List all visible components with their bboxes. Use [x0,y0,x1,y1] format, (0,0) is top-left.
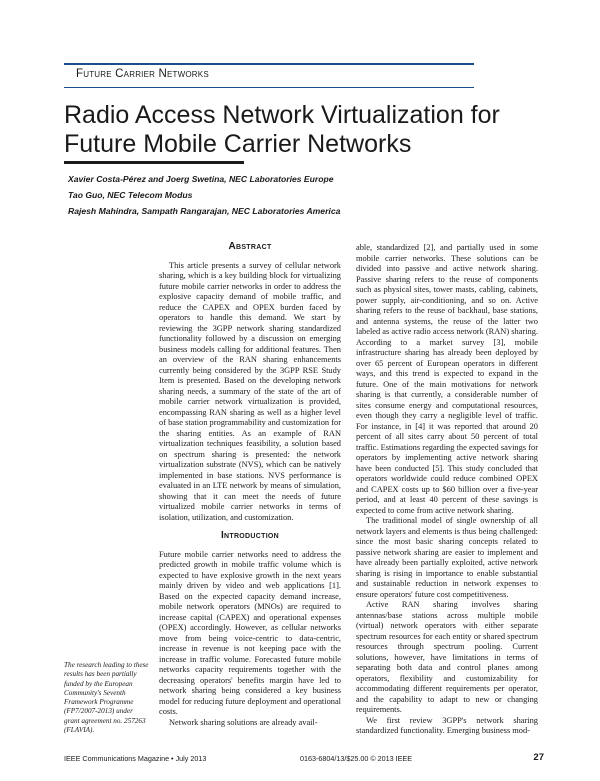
author-line: Xavier Costa-Pérez and Joerg Swetina, NEC Laboratories Europe [68,174,334,184]
intro-paragraph: We first review 3GPP's network sharing standardized functionality. Emerging business mod- [356,715,538,735]
intro-paragraph-start: Network sharing solutions are already avail- [169,717,318,727]
journal-info: IEEE Communications Magazine • July 2013 [64,754,207,763]
page-number: 27 [533,752,544,763]
abstract-heading: Abstract [228,241,272,252]
intro-paragraph: able, standardized [2], and partially used in some mobile carrier networks. These solutions can be divided into passive and active network sharing. Passive sharing refers to the reuse of components such as physical sites, tower masts, cabling, cabinets, power supply, air-conditioning, and so on. Active sharing refers to the reuse of backhaul, base stations, and antenna systems, the reuse of the latter two labeled as active radio access network (RAN) sharing. According to a market survey [3], mobile infrastructure sharing has already been deployed by over 65 percent of European operators in different ways, and this trend is expected to expand in the future. One of the main motivations for network sharing is that currently, a considerable number of sites consume energy and computational resources, even though they carry a negligible level of traffic. For instance, in [4] it was reported that around 20 percent of all sites carry about 50 percent of total traffic. Estimations regarding the expected savings for operators by implementing active network sharing have been conducted [5]. This study concluded that operators worldwide could reduce combined OPEX and CAPEX costs up to $60 billion over a five-year period, and at least 40 percent of these savings is expected to come from active network sharing. [356,243,538,515]
intro-paragraph: The traditional model of single ownership of all network layers and elements is thus being challenged: since the most basic sharing concepts related to passive network sharing are easier to implement and have already been partially exploited, active network sharing is rising in importance to enable substantial and sustainable reduction in network expenses to ensure operators' future cost competitiveness. [356,516,538,599]
right-column [356,243,538,737]
intro-paragraph: Active RAN sharing involves sharing antennas/base stations across multiple mobile (virtual) network operators with either separate spectrum resources for each entity or shared spectrum resources through spectrum pooling. Current solutions, however, have limitations in terms of separating both data and control planes among operators, flexibility and customizability for accommodating different requirements per operator, and the capability to adapt to new or changing requirements. [356,600,538,714]
copyright-info: 0163-6804/13/$25.00 © 2013 IEEE [300,754,412,763]
author-line: Tao Guo, NEC Telecom Modus [68,190,193,200]
article-title: Radio Access Network Virtualization for Future Mobile Carrier Networks [64,101,500,158]
intro-paragraph: Future mobile carrier networks need to address the predicted growth in mobile traffic volume which is expected to have explosive growth in the next years mainly driven by video and web applications [1]. Based on the expected capacity demand increase, mobile network operators (MNOs) are required to increase capital (CAPEX) and operational expenses (OPEX) accordingly. However, as cellular networks move from being voice-centric to data-centric, increase in revenue is not keeping pace with the increase in traffic volume. Forecasted future mobile networks capacity requirements together with the decreasing operators' benefits margin have led to network sharing being considered a key business model for reducing future deployment and operational costs. [159,549,341,716]
abstract-text: This article presents a survey of cellular network sharing, which is a key building block for virtualizing future mobile carrier networks in order to address the explosive capacity demand of mobile traffic, and reduce the CAPEX and OPEX burden faced by operators to handle this demand. We start by reviewing the 3GPP network sharing standardized functionality followed by a discussion on emerging business models calling for additional features. Then an overview of the RAN sharing enhancements currently being considered by the 3GPP RSE Study Item is presented. Based on the developing network sharing needs, a summary of the state of the art of mobile carrier network virtualization is provided, encompassing RAN sharing as well as a higher level of base station programmability and customization for the sharing entities. As an example of RAN virtualization techniques feasibility, a solution based on spectrum sharing is presented: the network virtualization substrate (NVS), which can be natively implemented in base stations. NVS performance is evaluated in an LTE network by means of simulation, showing that it can meet the needs of future virtualized mobile carrier networks in terms of isolation, utilization, and customization. [159,260,341,522]
title-rule [64,161,244,164]
section-label: Future Carrier Networks [76,68,209,80]
author-line: Rajesh Mahindra, Sampath Rangarajan, NEC Laboratories America [68,206,341,216]
introduction-heading: Introduction [220,530,280,541]
funding-note: The research leading to these results has been partially funded by the European Community's Seventh Framework Programme (FP7/2007-2013) under grant agreement no. 257263 (FLAVIA). [64,661,149,735]
author-list [68,171,528,219]
left-column [159,242,341,728]
page-footer [64,752,544,766]
